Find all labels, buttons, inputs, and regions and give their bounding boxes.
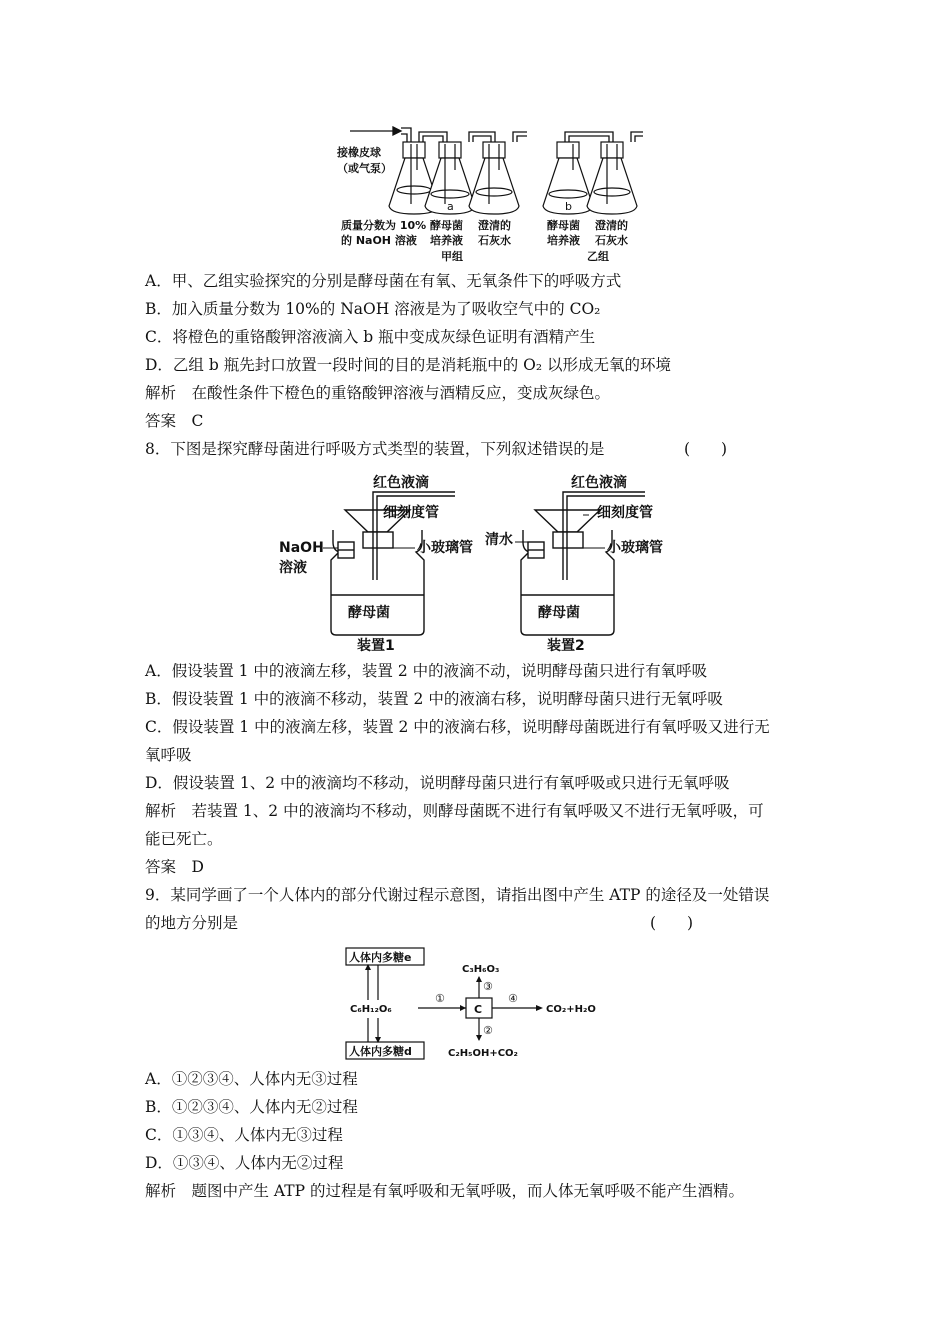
lactic-label: C₃H₆O₃ (462, 964, 500, 975)
q9-option-b: B．①②③④、人体内无②过程 (145, 1098, 358, 1116)
flask-a-label: a (447, 200, 454, 213)
pump-label-2: （或气泵） (337, 162, 392, 175)
q9-option-d: D．①③④、人体内无②过程 (145, 1154, 344, 1172)
q8-option-a: A．假设装置 1 中的液滴左移，装置 2 中的液滴不动，说明酵母菌只进行有氧呼吸 (145, 662, 708, 680)
q7-analysis: 解析 在酸性条件下橙色的重铬酸钾溶液与酒精反应，变成灰绿色。 (145, 384, 611, 402)
yeast-b-label-2: 培养液 (547, 234, 580, 247)
ethanol-label: C₂H₅OH+CO₂ (448, 1048, 518, 1059)
q7-option-a: A．甲、乙组实验探究的分别是酵母菌在有氧、无氧条件下的呼吸方式 (145, 272, 622, 290)
lime-a-label-2: 石灰水 (478, 234, 511, 247)
q8-option-c: C．假设装置 1 中的液滴左移，装置 2 中的液滴右移，说明酵母菌既进行有氧呼吸又进行无 (145, 718, 770, 736)
glucose-label: C₆H₁₂O₆ (350, 1004, 392, 1015)
q9-answer-blank: ( ) (650, 914, 694, 932)
step-2-label: ② (483, 1024, 493, 1037)
small-tube-label-2: 小玻璃管 (607, 540, 663, 556)
q8-answer-blank: ( ) (684, 440, 728, 458)
naoh-label-line2: 溶液 (279, 560, 307, 576)
q8-analysis-1: 解析 若装置 1、2 中的液滴均不移动，则酵母菌既不进行有氧呼吸又不进行无氧呼吸，可 (145, 802, 764, 820)
device2-label: 装置2 (547, 638, 585, 654)
q9-stem-1: 9．某同学画了一个人体内的部分代谢过程示意图，请指出图中产生 ATP 的途径及一处错误 (145, 886, 770, 904)
step-3-label: ③ (483, 980, 493, 993)
yeast-label-2: 酵母菌 (538, 605, 580, 621)
device1-label: 装置1 (357, 638, 395, 654)
flask-b-label: b (565, 200, 572, 213)
co2-h2o-label: CO₂+H₂O (546, 1004, 596, 1015)
step-4-label: ④ (508, 992, 518, 1005)
q9-option-c: C．①③④、人体内无③过程 (145, 1126, 343, 1144)
group-jia-label: 甲组 (441, 250, 463, 263)
red-drop-label-1: 红色液滴 (373, 475, 429, 491)
naoh-label-2: 的 NaOH 溶液 (341, 234, 417, 247)
lime-a-label-1: 澄清的 (478, 219, 511, 232)
step-1-label: ① (435, 992, 445, 1005)
poly-d-label: 人体内多糖d (349, 1045, 412, 1058)
q8-option-b: B．假设装置 1 中的液滴不移动，装置 2 中的液滴右移，说明酵母菌只进行无氧呼吸 (145, 690, 723, 708)
q7-option-b: B．加入质量分数为 10%的 NaOH 溶液是为了吸收空气中的 CO₂ (145, 300, 601, 318)
q9-analysis: 解析 题图中产生 ATP 的过程是有氧呼吸和无氧呼吸，而人体无氧呼吸不能产生酒精。 (145, 1182, 744, 1200)
q7-answer: 答案 C (145, 412, 204, 430)
naoh-label-1: 质量分数为 10% (341, 219, 427, 232)
c-label: C (474, 1003, 483, 1016)
q8-stem: 8．下图是探究酵母菌进行呼吸方式类型的装置，下列叙述错误的是 (145, 440, 605, 458)
grad-tube-label-2: 细刻度管 (597, 505, 653, 521)
figure-aerobic-anaerobic-apparatus (335, 122, 675, 267)
poly-e-label: 人体内多糖e (349, 951, 412, 964)
q8-answer: 答案 D (145, 858, 204, 876)
yeast-b-label-1: 酵母菌 (547, 219, 580, 232)
q7-option-d: D．乙组 b 瓶先封口放置一段时间的目的是消耗瓶中的 O₂ 以形成无氧的环境 (145, 356, 671, 374)
figure-respiration-devices (275, 470, 675, 655)
q8-option-c-cont: 氧呼吸 (145, 746, 192, 764)
small-tube-label-1: 小玻璃管 (417, 540, 473, 556)
figure-metabolism-diagram (340, 942, 610, 1064)
yeast-a-label-2: 培养液 (430, 234, 463, 247)
q7-option-c: C．将橙色的重铬酸钾溶液滴入 b 瓶中变成灰绿色证明有酒精产生 (145, 328, 596, 346)
pump-label-1: 接橡皮球 (337, 146, 381, 159)
red-drop-label-2: 红色液滴 (571, 475, 627, 491)
water-label: 清水 (485, 532, 513, 548)
yeast-a-label-1: 酵母菌 (430, 219, 463, 232)
q9-stem-2: 的地方分别是 (145, 914, 239, 932)
q8-option-d: D．假设装置 1、2 中的液滴均不移动，说明酵母菌只进行有氧呼吸或只进行无氧呼吸 (145, 774, 730, 792)
lime-b-label-2: 石灰水 (595, 234, 628, 247)
lime-b-label-1: 澄清的 (595, 219, 628, 232)
q8-analysis-2: 能已死亡。 (145, 830, 223, 848)
q9-option-a: A．①②③④、人体内无③过程 (145, 1070, 358, 1088)
yeast-label-1: 酵母菌 (348, 605, 390, 621)
grad-tube-label-1: 细刻度管 (383, 505, 439, 521)
naoh-label-line1: NaOH (279, 540, 324, 556)
group-yi-label: 乙组 (587, 250, 609, 263)
